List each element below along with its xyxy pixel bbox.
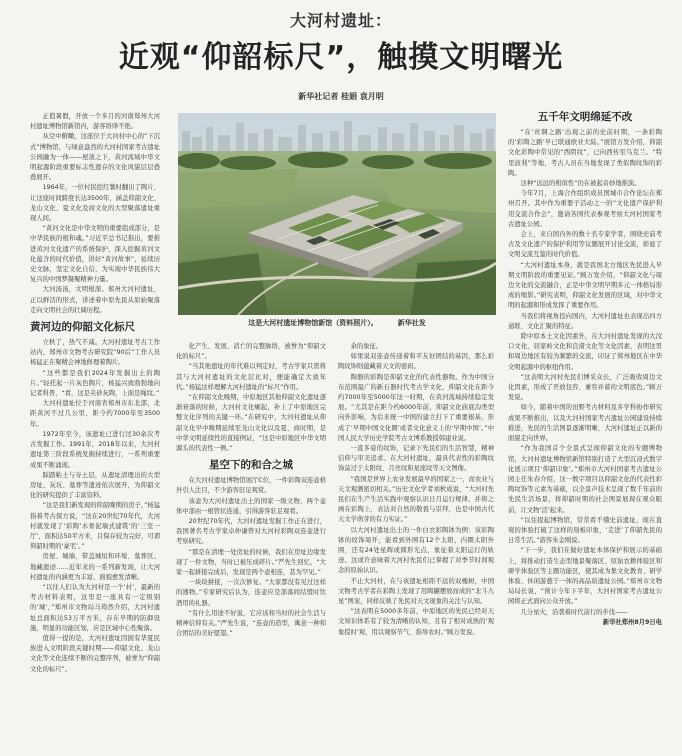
paragraph: 20世纪70年代，大河村遗址发掘工作正在进行，我国著名考古学家卓仲谦曾对大河村彩陶双连壶进行考察研究。 [176, 518, 326, 546]
paragraph: 以大河村遗址出土的一件白衣彩陶钵为例：该彩陶钵的纹饰周开，能看到外围有12个太阳，内圈太阳外围，还有24处星辉或圆形光点，象征着太阳运行的轨迹。这或许意味着大河村先民们已掌握了对季节时间观念的原始认识。 [338, 526, 494, 575]
paragraph: “有什么用途不好说，它应该和当时的社会生活与精神信仰有关。”严先生说，“连壶的造型，寓意一种和合团结的美好愿望。” [176, 609, 326, 638]
headline: 近观“仰韶标尺”，触摸文明曙光 [118, 40, 564, 75]
paragraph: 化产生、发展、消亡的完整脉络，被誉为“仰韶文化的标尺”。 [176, 343, 326, 361]
paragraph: 大河村遗址位于河南省郑州市东北部，北距黄河不过几公里，距今约7000年至3500年。 [30, 400, 160, 428]
paragraph: “这表明大河村先民们博采众长，广泛吸收周边文化因素，形成了开放包容、兼容并蓄的文明底色。”顾万发说。 [508, 373, 662, 402]
paragraph: 今年7月，上海合作组织成员国城市合作论坛在郑州召开。其中作为重要子活动之一的“文化遗产保护利用交流合作会”，邀请各国代表参观考察大河村国家考古遗址公园。 [508, 190, 662, 228]
paragraph: 值得一提的是，大河村遗址因拥有华夏民族进入文明阶段关键时期——仰韶文化、龙山文化等文化连续不断的完整序列，被誉为“仰韶文化的标尺”。 [30, 634, 160, 673]
museum-aerial-photo [178, 113, 496, 315]
paragraph: “这些都是我们2024年发掘出土的陶片。”轻托起一片灰色陶片，杨猛兴致勃勃地向记者科普，“看，这是夹砂灰陶，上面是绳纹。” [30, 369, 160, 398]
dateline: 新华社郑州8月9日电 [602, 618, 662, 626]
section-heading: 五千年文明绵延不改 [537, 111, 633, 123]
paragraph: 从空中俯瞰，这座位于大河村中心的“下沉式”博物馆，与绿意盎然的大河村国家考古遗址公园融为一体——屋顶之下，黄河流域中华文明起源阶段重要标志性遗存的文化风貌层层叠叠展开。 [30, 133, 160, 182]
paragraph: 立秋了，热气不减。大河村遗址考古工作站内，郑州市文物考古研究院“90后”工作人员杨猛正在聚精会神地修理着陶片。 [30, 339, 160, 367]
paragraph: 除中原本土文化因素外，在大河村遗址发现的大汶口文化、屈家岭文化和良渚文化等文化因素，表明这里和周边地区有较为频繁的交流，印证了郑州地区在中华文明起源中的枢纽作用。 [508, 333, 662, 371]
byline: 新华社记者 桂娟 袁月明 [298, 92, 384, 101]
article-column-3 [338, 342, 494, 742]
paragraph: 该壶为大河村遗址出土的国家一级文物，两个壶体中部由一根管状连通，引得游客驻足观看。 [176, 497, 326, 515]
paragraph: 一块块拼接，一次次修复。“大家都没有见过这样的器物。”专家研究后认为，连壶应是部落间结盟时饮酒用的礼器。 [176, 579, 326, 607]
paragraph: 不止大河村，在与该遗址相距不远的双槐树，中国文物考古学者在彩陶上发现了用陶罐摆放而成的“北斗九星”图案，同样反映了先民对天文现象的关注与认知。 [338, 577, 494, 606]
section-heading: 星空下的和合之城 [209, 459, 293, 472]
paragraph: 当我们将视角投向国内，大河村遗址也表现出四方通联、文化汇聚的特征。 [508, 312, 662, 330]
paragraph: “作为我国首个全景式呈现仰韶文化的专题博物馆，大河村遗址博物馆新馆特别打造了大型沉浸式数字化展示项目‘仰韶印象’。”郑州市大河村国家考古遗址公园主任朱春介绍，这一数字项目以仰韶文化的代表性彩陶纹饰等元素为基础，以全景声技术呈现了数千年前的先民生活场景，将仰韶时期的社会图景展现在观众眼前，让文物‘活’起来。 [508, 445, 662, 514]
paragraph: “以往提起博物馆，常常看不懂史前遗址，现在直观的体验打破了这样的刻板印象，‘走进’了仰韶先民的日常生活。”游客朱金刚说。 [508, 516, 662, 545]
article-column-1 [30, 112, 160, 740]
paragraph: “那是在清理一处房址的时候，我们在房址边缘发现了一件文物，当时已被压成碎片。”严先生回忆，“大家一起拼接完成后，发现是两个壶相连，甚为罕见。” [176, 548, 326, 577]
paragraph: 正值暑假，开放一个多月的河南郑州大河村遗址博物馆新馆内，游客络绎不绝。 [30, 113, 160, 131]
paragraph: 1964年，一位村民挖红薯时翻出了陶片，让这座时间跨度长达3500年，涵盖仰韶文化、龙山文化、夏文化及商文化的大型聚落遗址重现人间。 [30, 184, 160, 223]
paragraph: 会上，来自国内外的数十名专家学者，围绕史前考古及文化遗产的保护利用等议题展开讨论交流，彰显了文明交流互鉴的时代价值。 [508, 231, 662, 259]
paragraph: 几分星火，沿袭着时代前行的步伐—— [520, 608, 628, 616]
photo-caption [178, 318, 496, 328]
paragraph: 大河汤汤，文明根深。郑州大河村遗址，正以鲜活的形式，讲述着中原先民从原始聚落走向文明社会的壮阔历程。 [30, 286, 160, 314]
kicker: 大河村遗址： [289, 11, 392, 30]
paragraph: 余的象征。 [350, 343, 383, 350]
section-heading: 黄河边的仰韶文化标尺 [30, 321, 135, 334]
paragraph: “这是我们新发现的仰韶晚期的房子，”杨猛指着考古探方说，“这在20世纪70年代，大河村就发现了‘彩陶’木骨泥墙式建筑’的‘三室一厅’，面积达50平方米，且保存较为完好，可谓仰韶时期的‘豪宅’。” [30, 502, 160, 551]
paragraph: 在大河村遗址博物馆展厅C位，一件彩陶双连壶格外引人注目，不少游客驻足观赏。 [176, 477, 326, 495]
paragraph: “大河村遗址本身，就是我国北方地区先民进入早期文明阶段的重要见证。”顾万发介绍，“仰韶文化与周边文化的交流融合，正是中华文明早期多元一体格局形成的缩影。”研究表明，仰韶文化发展的区域，对中华文明的起源和形成发挥了重要作用。 [508, 261, 662, 310]
paragraph: “在仰韶文化晚期，中原地区其他仰韶文化遗址逐渐衰落的时候，大河村文化崛起，补上了中原地区完整文化序列的关键一环。”在研究中，大河村遗址从仰韶文化早中晚期延续至龙山文化以及夏、商时期，是中华文明延续性的直接例证，“这是中原地区中华文明源头的代表性一例。” [176, 394, 326, 453]
paragraph: “当其他遗址的年代难以判定时，考古学家只需将其与大河村遗址的文化层比对，便能确定大致年代。”杨猛这样理解大河村遗址的“标尺”作用。 [176, 363, 326, 391]
paragraph: 踩踏粘土与夯土层，从遗址清理出的大型房址、灰坑、墓葬等遗迹依次展开，为仰韶文化的研究提供了丰富资料。 [30, 471, 160, 500]
paragraph: 一直多姿的纹饰，记录下先民们的生活智慧，精神信仰与审美追求。在大河村遗址，最具代表性的彩陶纹饰莫过于太阳纹、月亮纹和星座纹等天文图像。 [338, 445, 494, 473]
paragraph: “我国是世界上农业发展最早的国家之一，而农业与天文观测密切相关。”历史文化学者刘秋成说，“大河村先民们在生产生活实践中观察认识日月运行规律，并将之画在彩陶上，表达对自然的敬畏与崇拜，也是中国古代天文学萌芽的有力实证。” [338, 475, 494, 524]
photo-credit: 新华社发 [397, 319, 426, 327]
paragraph: 如果说双连壶传递着和平友好团结的基因，那么彩陶纹饰则蕴藏着天文的密码。 [338, 353, 494, 371]
article-column-2 [176, 342, 326, 742]
paragraph: “在‘丝绸之路’出现之前的史前时期，一条彩陶的‘彩陶之路’早已联通欧亚大陆。”展馆万发介绍，仰韶文化彩陶中常见的“西阴纹”，已向西传至乌克兰。“特里波利”等地，考古人员在当地发现了类似陶纹饰的彩陶。 [508, 129, 662, 177]
paragraph: “以往人们认为大河村是一个‘村’，最新的考古材料表明，这里是一座具有一定级别的‘城’，”郑州市文物局马筠然介绍，大河村遗址总面积达53万平方米，存在早期的防御设施，明显的功能区划，应是区域中心性聚落。 [30, 583, 160, 632]
paragraph: 陶器的彩陶是仰韶文化的代表性器物。作为中国分布范围最广的新石器时代考古学文化，仰韶文化在距今约7000年至5000年这一时期，在黄河流域持续稳定发展。“尤其是在距今约6000年前，仰韶文化庙底沟类型向外影响，为后来统一中国的建立打下了重要根基，形成了‘早期中国文化圈’或者文化意义上的‘早期中国’。”中国人民大学历史学院考古文博系教授韩建业说。 [338, 373, 494, 442]
paragraph: 如今，随着中国的田野考古材料及多学科协作研究成果不断推出，以及大河村国家考古遗址公园建设持续推进，先民的生活图景逐渐明晰，大河村遗址正以新的面貌走向世界。 [508, 404, 662, 443]
paragraph: “这表明在5000多年前，中原地区的先民已经对天文知识体系有了较为清晰的认知，且有了相对成熟的‘观象授时’观，用以观察节气、指导农时。”顾万发说。 [338, 608, 494, 636]
article-column-4 [508, 110, 662, 750]
paragraph: “下一步，我们在做好遗址本体保护和展示的基础上，将推动打造生态型地景聚落区、原始农耕体验区和研学体验区等主题功能区，使其成为集文化教育、研学体验、休闲游憩于一体的高品质遗址公园。”郑州市文物局局长说，“预计今年下半年，大河村国家考古遗址公园将正式面向公众开放。” [508, 547, 662, 606]
paragraph: 1972年至今，该遗址已进行过30余次考古发掘工作。1991年，2018年以来，大河村遗址第三阶段系统发掘持续进行，一系列重要成果不断涌现。 [30, 430, 160, 469]
caption-text: 这是大河村遗址博物馆新馆（资料照片）。 [248, 319, 378, 327]
paragraph: 房屋、城墙、带盖城垣和环壕、墓葬区、地藏遗迹……近年来的一系列新发现，让大河村遗址的内涵更为丰富、面貌愈发清晰。 [30, 553, 160, 581]
paragraph: 这种“远远的相似性”仍在被起奇妙地推演。 [520, 180, 641, 188]
paragraph: “黄河文化是中华文明的重要组成部分，是中华民族的根和魂。”习近平总书记指出，要推进黄河文化遗产的系统保护，深入挖掘黄河文化蕴含的时代价值，讲好“黄河故事”，延续历史文脉，坚定文化自信，为实现中华民族伟大复兴的中国梦凝聚精神力量。 [30, 225, 160, 284]
